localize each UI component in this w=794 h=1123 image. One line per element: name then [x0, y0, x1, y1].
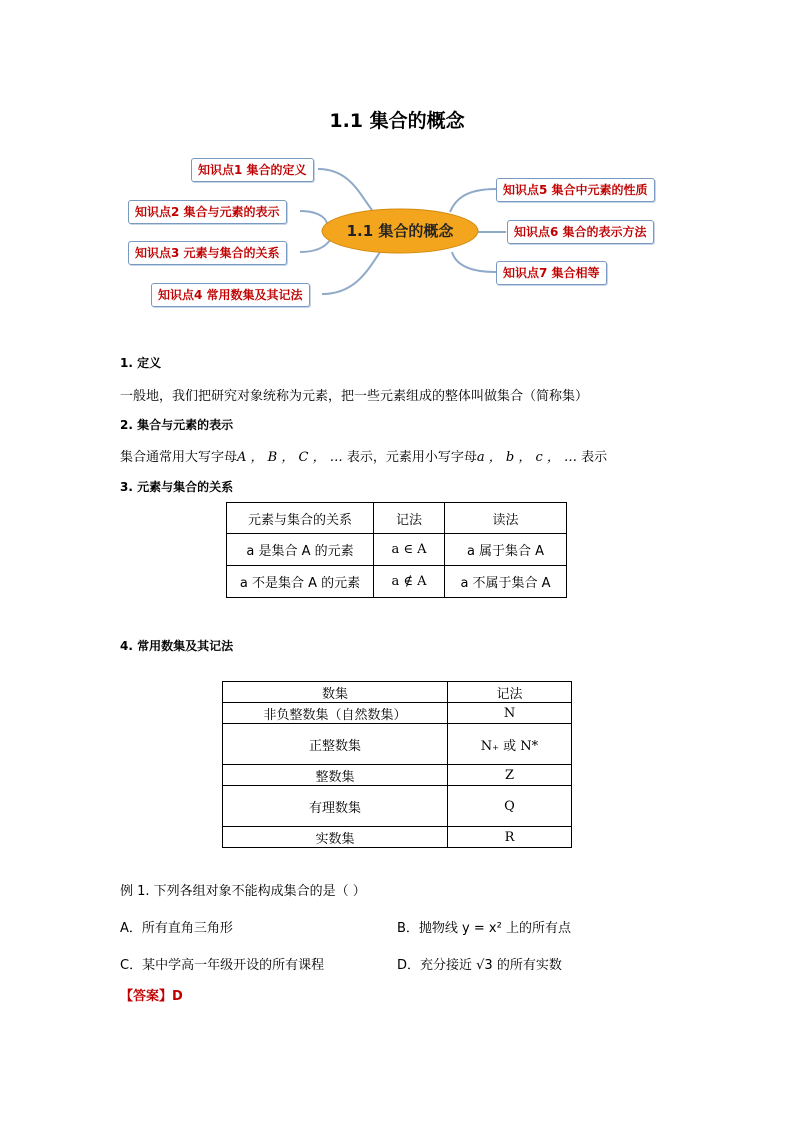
mindmap-node-3: 知识点3 元素与集合的关系 — [128, 241, 287, 265]
mindmap-node-6: 知识点6 集合的表示方法 — [507, 220, 654, 244]
relation-cell: a 不是集合 A 的元素 — [227, 566, 374, 598]
numset-table-header — [223, 682, 572, 703]
numset-cell: 整数集 — [223, 765, 448, 786]
table-row — [223, 703, 572, 724]
option-c: C．某中学高一年级开设的所有课程 — [120, 958, 325, 973]
table-row — [227, 566, 567, 598]
example-stem: 例 1. 下列各组对象不能构成集合的是（ ） — [120, 884, 366, 899]
table-row — [223, 786, 572, 827]
table-row — [223, 765, 572, 786]
section-1-text: 一般地，我们把研究对象统称为元素，把一些元素组成的整体叫做集合（简称集） — [120, 389, 589, 404]
table-row — [223, 827, 572, 848]
section-2-caps: A ， B ， C ， … — [237, 450, 343, 465]
section-2-text — [120, 446, 607, 465]
relation-table-header — [227, 503, 567, 534]
relation-header-cell: 元素与集合的关系 — [227, 503, 374, 534]
relation-cell: a 不属于集合 A — [445, 566, 567, 598]
section-2-post: 表示 — [577, 450, 608, 465]
section-4-heading: 4. 常用数集及其记法 — [120, 639, 234, 653]
page-title: 1.1 集合的概念 — [329, 110, 465, 132]
numset-cell: 非负整数集（自然数集） — [223, 703, 448, 724]
numset-cell: R — [448, 827, 572, 848]
answer: 【答案】D — [120, 989, 183, 1004]
mindmap-node-2: 知识点2 集合与元素的表示 — [128, 200, 287, 224]
table-row — [227, 534, 567, 566]
section-1-heading: 1. 定义 — [120, 356, 162, 370]
numset-cell: 有理数集 — [223, 786, 448, 827]
relation-cell: a ∉ A — [374, 566, 445, 598]
option-b: B．抛物线 y = x² 上的所有点 — [397, 921, 571, 936]
option-d: D．充分接近 √3 的所有实数 — [397, 958, 562, 973]
numset-header-cell: 记法 — [448, 682, 572, 703]
numset-cell: Q — [448, 786, 572, 827]
section-3-heading: 3. 元素与集合的关系 — [120, 480, 234, 494]
mindmap-node-1: 知识点1 集合的定义 — [191, 158, 314, 182]
relation-cell: a 属于集合 A — [445, 534, 567, 566]
mindmap-connectors — [0, 0, 794, 320]
section-2-heading: 2. 集合与元素的表示 — [120, 418, 234, 432]
numset-cell: Z — [448, 765, 572, 786]
numset-header-cell: 数集 — [223, 682, 448, 703]
relation-table — [226, 502, 567, 598]
mindmap-center: 1.1 集合的概念 — [346, 222, 454, 240]
numset-cell: 实数集 — [223, 827, 448, 848]
mindmap-node-5: 知识点5 集合中元素的性质 — [496, 178, 655, 202]
relation-header-cell: 记法 — [374, 503, 445, 534]
numset-cell: N₊ 或 N* — [448, 724, 572, 765]
section-2-pre: 集合通常用大写字母 — [120, 450, 238, 465]
numset-cell: 正整数集 — [223, 724, 448, 765]
mindmap-node-4: 知识点4 常用数集及其记法 — [151, 283, 310, 307]
section-2-lows: a ， b ， c ， … — [476, 450, 577, 465]
relation-cell: a 是集合 A 的元素 — [227, 534, 374, 566]
mindmap-node-7: 知识点7 集合相等 — [496, 261, 607, 285]
numset-table — [222, 681, 572, 848]
numset-cell: N — [448, 703, 572, 724]
table-row — [223, 724, 572, 765]
section-2-mid: 表示，元素用小写字母 — [342, 450, 477, 465]
relation-cell: a ∈ A — [374, 534, 445, 566]
option-a: A．所有直角三角形 — [120, 921, 233, 936]
relation-header-cell: 读法 — [445, 503, 567, 534]
